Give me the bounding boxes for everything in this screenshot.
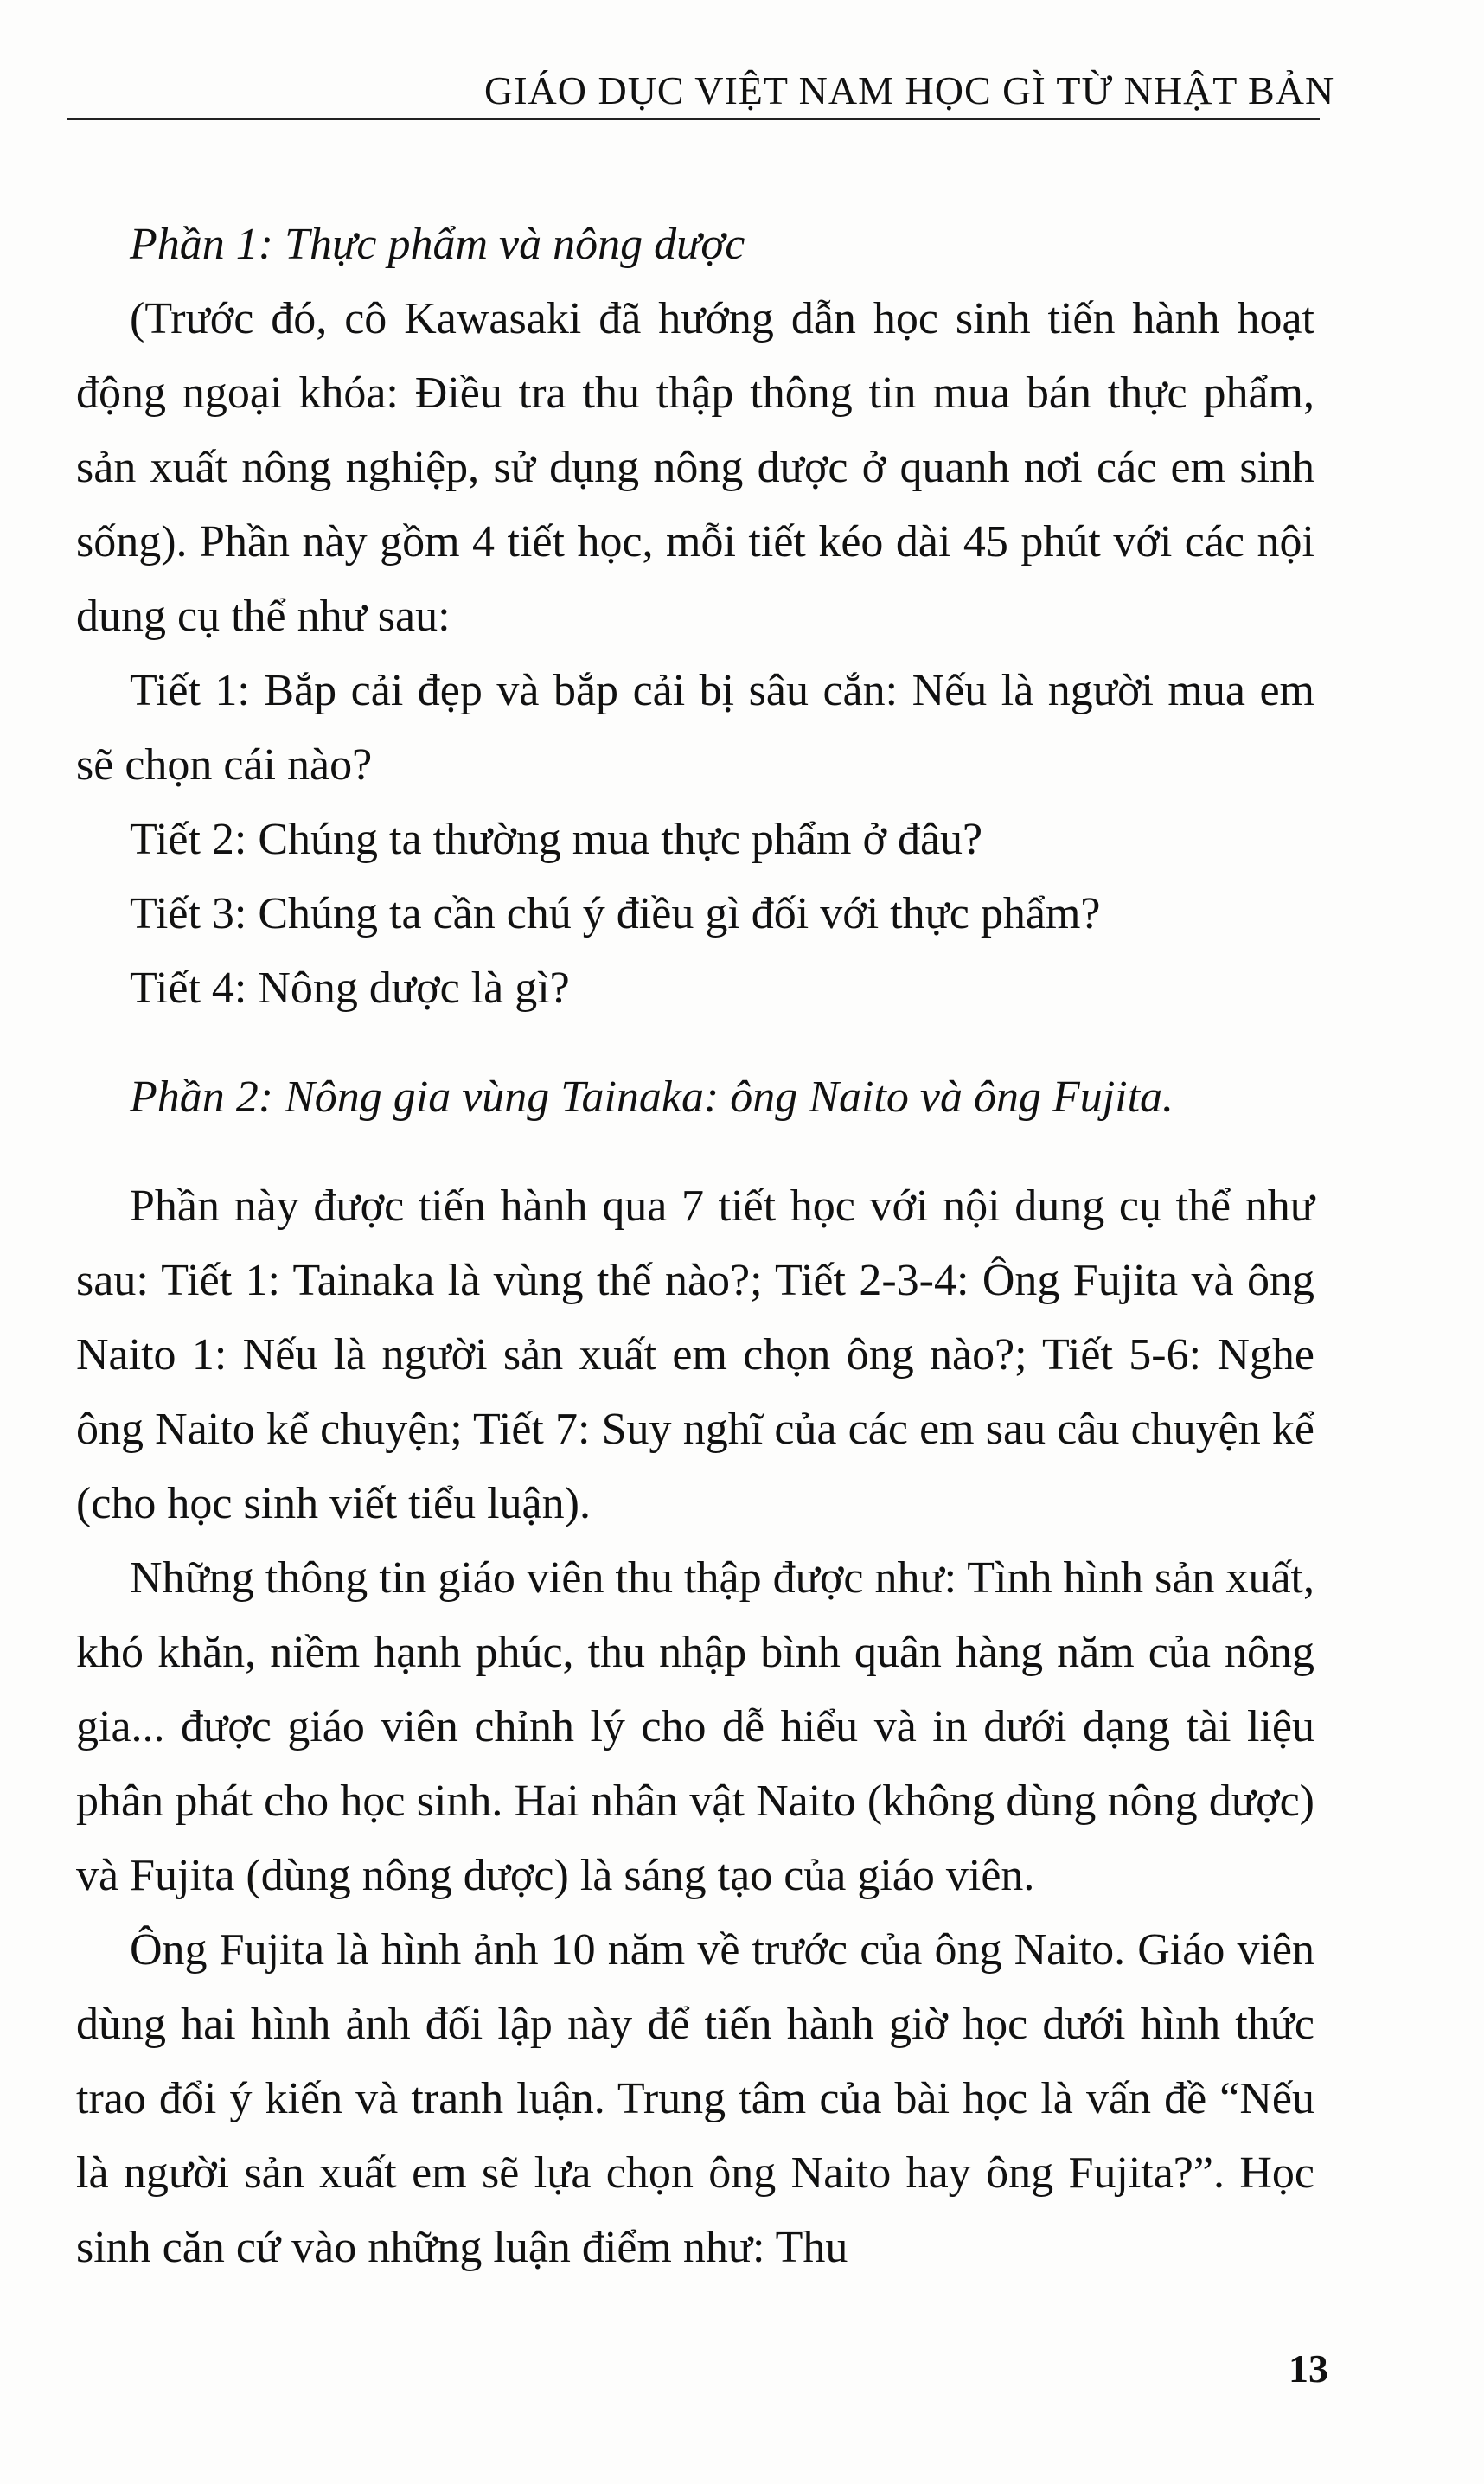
section2-heading: Phần 2: Nông gia vùng Tainaka: ông Naito và ông Fujita. <box>130 1072 1174 1122</box>
lesson-item: Tiết 3: Chúng ta cần chú ý điều gì đối với thực phẩm? <box>130 889 1101 938</box>
lesson-item: Tiết 2: Chúng ta thường mua thực phẩm ở đâu? <box>130 815 983 864</box>
body-text <box>76 208 1314 2285</box>
paragraph: Ông Fujita là hình ảnh 10 năm về trước của ông Naito. Giáo viên dùng hai hình ảnh đối lập này để tiến hành giờ học dưới hình thức trao đổi ý kiến và tranh luận. Trung tâm của bài học là vấn đề “Nếu là người sản xuất em sẽ lựa chọn ông Naito hay ông Fujita?”. Học sinh căn cứ vào những luận điểm như: Thu <box>76 1925 1314 2272</box>
header-rule <box>67 118 1320 120</box>
section1-intro: (Trước đó, cô Kawasaki đã hướng dẫn học sinh tiến hành hoạt động ngoại khóa: Điều tra thu thập thông tin mua bán thực phẩm, sản xuất nông nghiệp, sử dụng nông dược ở quanh nơi các em sinh sống). Phần này gồm 4 tiết học, mỗi tiết kéo dài 45 phút với các nội dung cụ thể như sau: <box>76 294 1314 641</box>
running-header: GIÁO DỤC VIỆT NAM HỌC GÌ TỪ NHẬT BẢN <box>484 68 1335 112</box>
paragraph: Những thông tin giáo viên thu thập được như: Tình hình sản xuất, khó khăn, niềm hạnh phúc, thu nhập bình quân hàng năm của nông gia... được giáo viên chỉnh lý cho dễ hiểu và in dưới dạng tài liệu phân phát cho học sinh. Hai nhân vật Naito (không dùng nông dược) và Fujita (dùng nông dược) là sáng tạo của giáo viên. <box>76 1553 1314 1900</box>
lesson-item: Tiết 1: Bắp cải đẹp và bắp cải bị sâu cắn: Nếu là người mua em sẽ chọn cái nào? <box>76 666 1314 790</box>
lesson-item: Tiết 4: Nông dược là gì? <box>130 964 570 1013</box>
section1-heading: Phần 1: Thực phẩm và nông dược <box>130 220 745 269</box>
page-number: 13 <box>1289 2346 1328 2391</box>
paragraph: Phần này được tiến hành qua 7 tiết học với nội dung cụ thể như sau: Tiết 1: Tainaka là vùng thế nào?; Tiết 2-3-4: Ông Fujita và ông Naito 1: Nếu là người sản xuất em chọn ông nào?; Tiết 5-6: Nghe ông Naito kể chuyện; Tiết 7: Suy nghĩ của các em sau câu chuyện kể (cho học sinh viết tiểu luận). <box>76 1181 1314 1528</box>
